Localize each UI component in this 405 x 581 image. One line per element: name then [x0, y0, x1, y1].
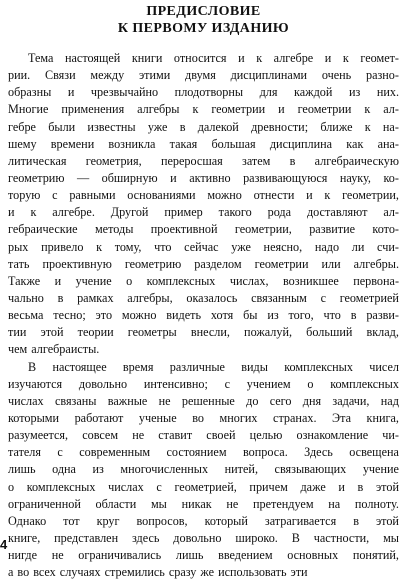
- word: геометрии: [297, 102, 352, 117]
- word: целью: [249, 428, 283, 443]
- word: претендуем: [253, 496, 314, 511]
- word: этой: [375, 479, 399, 494]
- word: того,: [288, 308, 314, 323]
- word: довольно: [78, 376, 128, 391]
- text-line: [8, 479, 399, 496]
- word: геометрии,: [234, 222, 292, 237]
- word: в: [350, 308, 357, 323]
- word: алгебры.: [353, 256, 399, 271]
- word: неясно,: [263, 239, 303, 254]
- word: всех: [33, 565, 56, 580]
- word: случаях: [59, 565, 101, 580]
- word: применения: [61, 102, 125, 117]
- word: своей: [206, 428, 236, 443]
- word: геометрией: [339, 290, 399, 305]
- preface-title-line-1: ПРЕДИСЛОВИЕ: [146, 4, 261, 19]
- text-line: [8, 324, 399, 341]
- word: ана-: [377, 136, 399, 151]
- word: освещена: [349, 445, 399, 460]
- word: разделом: [194, 256, 242, 271]
- word: них.: [376, 85, 399, 100]
- word: нитей,: [224, 462, 258, 477]
- word: комплексных: [146, 273, 216, 288]
- word: такого: [218, 205, 252, 220]
- text-line: [8, 84, 399, 101]
- word: тии: [8, 325, 27, 340]
- text-line: [8, 119, 399, 136]
- text-line: [8, 410, 399, 427]
- word: с: [320, 290, 326, 305]
- word: кото-: [372, 222, 399, 237]
- word: о: [307, 376, 314, 391]
- word: о: [8, 479, 15, 494]
- word: связанным: [251, 290, 307, 305]
- word: переросшая: [160, 153, 223, 168]
- word: к: [192, 102, 199, 117]
- word: связаны: [54, 393, 97, 408]
- word: сразу: [168, 565, 197, 580]
- word: геометрией,: [174, 479, 237, 494]
- word: образны: [8, 85, 52, 100]
- word: в: [289, 153, 296, 168]
- word: а: [8, 565, 14, 580]
- word: алгебраисты.: [31, 342, 100, 357]
- word: Тема: [28, 51, 54, 65]
- word: в: [179, 119, 186, 134]
- preface-title: [8, 3, 399, 37]
- word: учение: [362, 462, 399, 477]
- word: времени: [50, 136, 95, 151]
- word: теории: [77, 325, 114, 340]
- word: книга,: [366, 410, 399, 425]
- book-page: [0, 3, 399, 580]
- word: связывающих: [274, 462, 347, 477]
- word: к: [30, 205, 37, 220]
- word: для: [259, 85, 278, 100]
- word: разумеется,: [8, 428, 69, 443]
- word: из: [348, 85, 361, 100]
- word: и: [338, 479, 345, 494]
- word: числах,: [229, 273, 269, 288]
- word: время: [122, 359, 154, 374]
- word: основных: [287, 548, 339, 563]
- word: затем: [242, 153, 271, 168]
- word: и: [324, 51, 332, 65]
- word: лишь: [175, 548, 204, 563]
- word: причем: [249, 479, 288, 494]
- word: —: [76, 170, 90, 185]
- word: которыми: [8, 410, 60, 425]
- word: ко-: [383, 170, 399, 185]
- word: и: [67, 85, 75, 100]
- text-line: [8, 221, 399, 238]
- word: дня: [302, 393, 322, 408]
- text-line: [8, 444, 399, 461]
- word: были: [48, 119, 76, 134]
- text-line: [8, 204, 399, 221]
- word: или: [321, 256, 341, 271]
- word: представлен: [54, 530, 119, 545]
- preface-text: [8, 50, 399, 581]
- word: относится: [173, 51, 227, 65]
- word: книге,: [8, 530, 41, 545]
- word: важные: [107, 393, 148, 408]
- text-line: [8, 530, 399, 547]
- word: основаниями: [127, 188, 196, 203]
- word: алгебры: [137, 102, 180, 117]
- word: эти: [290, 565, 308, 580]
- word: геометрию: [8, 170, 65, 185]
- word: чисел: [369, 359, 399, 374]
- word: мы: [383, 530, 399, 545]
- word: геомет-: [360, 51, 399, 65]
- word: оказалось: [186, 290, 238, 305]
- word: разно-: [365, 68, 399, 83]
- word: учением: [246, 376, 291, 391]
- word: развитие: [309, 222, 356, 237]
- word: введением: [218, 548, 273, 563]
- word: возникла: [108, 136, 156, 151]
- word: интенсивно;: [143, 376, 208, 391]
- word: использовать: [218, 565, 287, 580]
- word: дисциплина: [269, 136, 333, 151]
- word: не: [158, 393, 171, 408]
- word: же: [200, 565, 215, 580]
- word: древности;: [251, 119, 309, 134]
- word: геометрию: [124, 256, 182, 271]
- text-line: [8, 153, 399, 170]
- word: что: [323, 308, 341, 323]
- text-line: [8, 564, 399, 581]
- word: во: [17, 565, 30, 580]
- word: ли: [351, 239, 365, 254]
- word: к: [256, 51, 263, 65]
- word: чрезвычайно: [90, 85, 159, 100]
- text-line: [8, 461, 399, 478]
- word: к: [96, 239, 103, 254]
- word: здесь: [131, 530, 160, 545]
- word: с: [156, 479, 162, 494]
- word: возникшее: [283, 273, 339, 288]
- word: шему: [8, 136, 37, 151]
- word: не: [226, 496, 239, 511]
- word: на-: [382, 119, 399, 134]
- word: геометры: [127, 325, 177, 340]
- word: работают: [74, 410, 124, 425]
- word: геометрии,: [342, 188, 399, 203]
- word: развивающуюся: [243, 170, 328, 185]
- word: Другой: [110, 205, 149, 220]
- word: В: [291, 530, 300, 545]
- word: литическая: [8, 153, 67, 168]
- word: о: [126, 273, 133, 288]
- word: алгебры,: [127, 290, 173, 305]
- word: бы: [243, 308, 258, 323]
- word: вопроса.: [242, 445, 288, 460]
- word: книги: [131, 51, 163, 65]
- word: гебре: [8, 119, 36, 134]
- word: области: [95, 496, 137, 511]
- word: к: [342, 51, 349, 65]
- word: настоящее: [52, 359, 107, 374]
- page-number: 4: [0, 537, 8, 552]
- word: нигде: [8, 548, 38, 563]
- word: и: [278, 102, 285, 117]
- word: изучаются: [8, 376, 63, 391]
- word: чи-: [382, 428, 399, 443]
- word: алгебраическую: [314, 153, 399, 168]
- word: чально: [8, 290, 44, 305]
- word: с: [52, 188, 58, 203]
- word: очень: [321, 68, 352, 83]
- word: Здесь: [304, 445, 333, 460]
- word: чем: [8, 342, 28, 357]
- word: как: [346, 136, 364, 151]
- word: науку,: [339, 170, 371, 185]
- text-line: [8, 427, 399, 444]
- word: комплексных: [26, 479, 96, 494]
- word: такая: [169, 136, 198, 151]
- word: весьма: [8, 308, 44, 323]
- word: что: [154, 239, 172, 254]
- word: В: [28, 359, 37, 374]
- word: рамках: [77, 290, 114, 305]
- word: ограниченной: [8, 496, 81, 511]
- text-line: [8, 136, 399, 153]
- word: ал-: [383, 205, 399, 220]
- word: тот: [63, 513, 80, 528]
- word: виды: [241, 359, 268, 374]
- word: с: [224, 376, 231, 391]
- text-line: [8, 256, 399, 273]
- word: над: [380, 393, 399, 408]
- word: многочисленных: [120, 462, 209, 477]
- word: рода: [267, 205, 292, 220]
- text-line: [8, 187, 399, 204]
- word: каждой: [294, 85, 333, 100]
- word: обширную: [101, 170, 158, 185]
- word: геометрии: [254, 256, 309, 271]
- word: комплексных: [284, 359, 353, 374]
- word: настоящей: [65, 51, 121, 65]
- word: сейчас: [184, 239, 219, 254]
- word: отнести: [253, 188, 295, 203]
- word: сего: [269, 393, 292, 408]
- word: и: [238, 51, 245, 65]
- word: совсем: [82, 428, 119, 443]
- word: мы: [150, 496, 167, 511]
- word: ал-: [383, 102, 399, 117]
- text-line: [8, 513, 399, 530]
- word: геометрия,: [85, 153, 142, 168]
- word: который: [204, 513, 248, 528]
- word: стремились: [104, 565, 165, 580]
- word: это: [95, 308, 113, 323]
- text-line: [8, 101, 399, 118]
- word: тому,: [114, 239, 142, 254]
- text-line: [8, 393, 399, 410]
- word: этими: [138, 68, 171, 83]
- word: состоянием: [166, 445, 227, 460]
- word: не: [51, 548, 64, 563]
- word: ставит: [158, 428, 193, 443]
- word: различные: [169, 359, 225, 374]
- word: решенные: [181, 393, 235, 408]
- word: алгебре.: [52, 205, 95, 220]
- word: известны: [87, 119, 136, 134]
- word: с: [57, 445, 63, 460]
- word: внесли,: [190, 325, 230, 340]
- word: ближе: [320, 119, 353, 134]
- word: и: [170, 170, 177, 185]
- word: алгебре: [273, 51, 314, 65]
- word: современным: [79, 445, 151, 460]
- word: двумя: [185, 68, 216, 83]
- word: странах.: [273, 410, 317, 425]
- word: надо: [314, 239, 340, 254]
- word: на: [328, 496, 341, 511]
- text-line: [8, 359, 399, 376]
- word: большая: [211, 136, 256, 151]
- word: методы: [94, 222, 134, 237]
- word: между: [90, 68, 125, 83]
- word: проективную: [42, 256, 112, 271]
- word: числах: [108, 479, 144, 494]
- text-line: [8, 290, 399, 307]
- word: тесно;: [53, 308, 86, 323]
- word: рых: [8, 239, 29, 254]
- word: геометрии: [211, 102, 266, 117]
- word: плодотворны: [174, 85, 244, 100]
- word: ознакомление: [296, 428, 369, 443]
- word: числах: [8, 393, 44, 408]
- word: разви-: [366, 308, 399, 323]
- word: Эта: [332, 410, 351, 425]
- word: и: [306, 188, 313, 203]
- word: можно: [121, 308, 157, 323]
- word: пример: [164, 205, 203, 220]
- text-line: [8, 67, 399, 84]
- word: тателя: [8, 445, 41, 460]
- word: первона-: [353, 273, 399, 288]
- word: уже: [147, 119, 168, 134]
- word: к: [364, 119, 371, 134]
- word: рии.: [8, 68, 31, 83]
- word: уже: [231, 239, 251, 254]
- word: этой: [40, 325, 64, 340]
- text-line: [8, 239, 399, 256]
- word: задачи,: [332, 393, 370, 408]
- word: этой: [375, 513, 399, 528]
- word: полноту.: [354, 496, 399, 511]
- word: ученые: [138, 410, 177, 425]
- word: вопросов,: [136, 513, 188, 528]
- word: больший: [306, 325, 353, 340]
- word: круг: [96, 513, 120, 528]
- word: довольно: [173, 530, 222, 545]
- word: к: [364, 102, 371, 117]
- word: лишь: [8, 462, 36, 477]
- word: привело: [41, 239, 84, 254]
- word: далекой: [197, 119, 239, 134]
- word: пожалуй,: [244, 325, 293, 340]
- word: из: [92, 462, 104, 477]
- word: учение: [75, 273, 112, 288]
- word: торую: [8, 188, 41, 203]
- word: широко.: [235, 530, 278, 545]
- word: никак: [181, 496, 212, 511]
- word: даже: [300, 479, 326, 494]
- word: многих: [219, 410, 258, 425]
- word: комплексных: [330, 376, 399, 391]
- word: Связи: [44, 68, 76, 83]
- word: Однако: [8, 513, 47, 528]
- word: ограничивались: [78, 548, 162, 563]
- word: доставляют: [306, 205, 368, 220]
- word: активно: [189, 170, 231, 185]
- word: проективной: [150, 222, 218, 237]
- word: в: [57, 290, 64, 305]
- word: счи-: [377, 239, 399, 254]
- text-line: [8, 496, 399, 513]
- word: затрагивается: [264, 513, 337, 528]
- word: из: [267, 308, 279, 323]
- word: и: [8, 205, 15, 220]
- word: Многие: [8, 102, 49, 117]
- word: вклад,: [366, 325, 399, 340]
- word: видеть: [166, 308, 202, 323]
- word: к: [324, 188, 331, 203]
- word: понятий,: [352, 548, 399, 563]
- word: дисциплинами: [230, 68, 308, 83]
- word: тать: [8, 256, 30, 271]
- word: до: [246, 393, 259, 408]
- text-line: [8, 50, 399, 67]
- word: не: [132, 428, 145, 443]
- text-line: [8, 170, 399, 187]
- word: равными: [69, 188, 116, 203]
- word: в: [353, 513, 359, 528]
- text-line: [8, 376, 399, 393]
- word: можно: [207, 188, 242, 203]
- word: хотя: [210, 308, 234, 323]
- word: и: [54, 273, 62, 288]
- word: во: [192, 410, 204, 425]
- word: гебраические: [8, 222, 78, 237]
- text-line: [8, 307, 399, 324]
- preface-title-line-2: К ПЕРВОМУ ИЗДАНИЮ: [117, 21, 290, 36]
- word: частности,: [313, 530, 370, 545]
- word: в: [357, 479, 364, 494]
- word: Также: [8, 273, 41, 288]
- text-line: [8, 273, 399, 290]
- heading-spacer: [8, 37, 399, 50]
- text-line: [8, 341, 399, 358]
- word: одна: [52, 462, 76, 477]
